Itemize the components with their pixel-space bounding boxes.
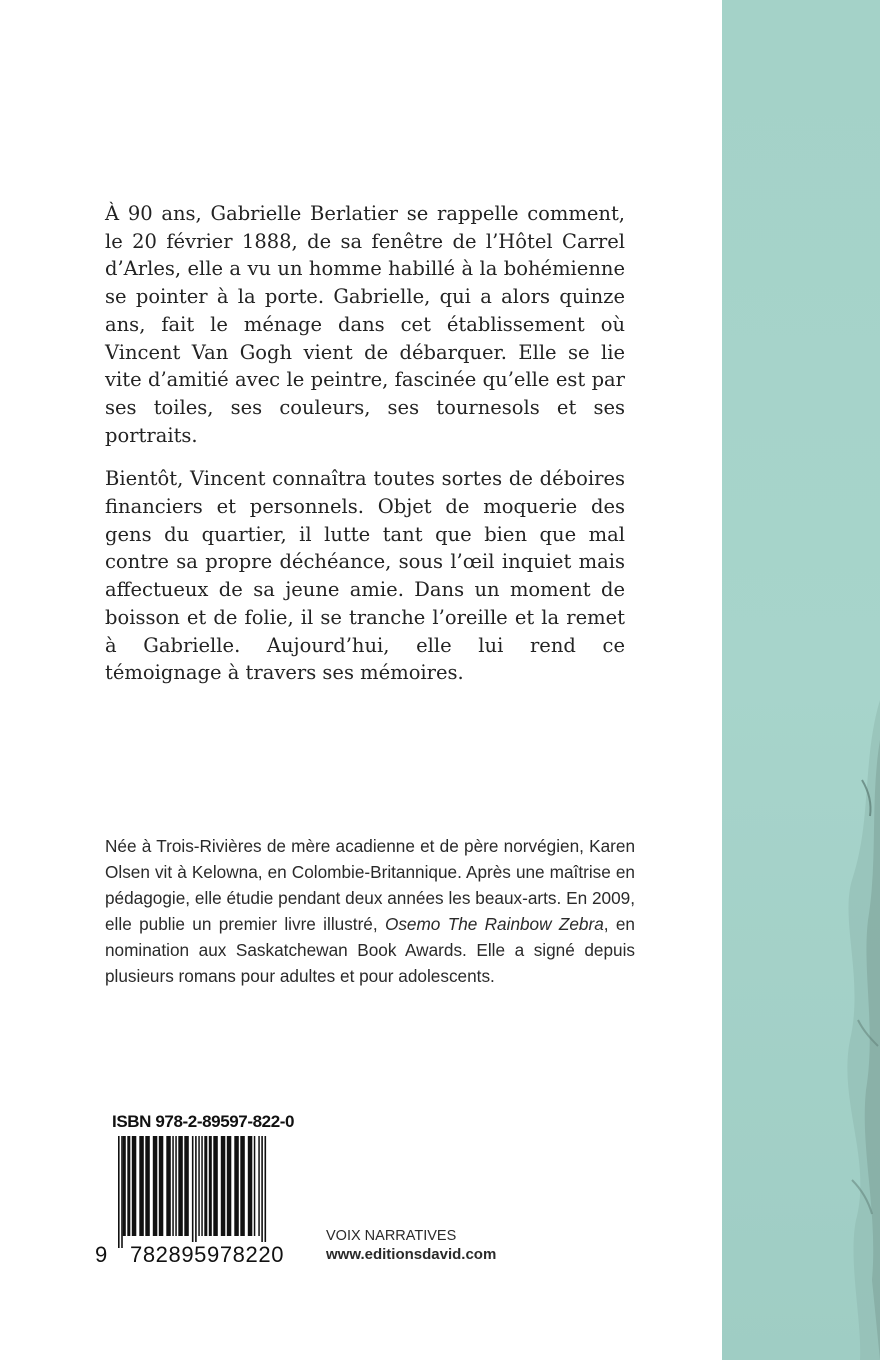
barcode-bar xyxy=(234,1136,239,1236)
barcode-bar xyxy=(175,1136,177,1236)
painting-detail-illustration xyxy=(722,0,880,1360)
barcode-bar xyxy=(178,1136,183,1236)
barcode-bar xyxy=(127,1136,130,1236)
barcode-bar xyxy=(123,1136,126,1236)
barcode-guard-bar xyxy=(265,1136,267,1248)
cover-spine-art xyxy=(722,0,880,1360)
barcode-guard-bar xyxy=(192,1136,194,1248)
barcode-digits: 782895978220 xyxy=(130,1242,285,1267)
barcode-bar xyxy=(248,1136,253,1236)
publisher-website[interactable]: www.editionsdavid.com xyxy=(326,1246,497,1263)
barcode-bar xyxy=(145,1136,150,1236)
barcode-guard-bar xyxy=(261,1136,263,1248)
barcode-bar xyxy=(198,1136,200,1236)
barcode-bar xyxy=(159,1136,164,1236)
author-bio xyxy=(105,833,635,989)
synopsis-paragraph-2: Bientôt, Vincent connaîtra toutes sortes de déboires financiers et personnels. Objet de moquerie des gens du quartier, il lutte tant que bien que mal contre sa propre déchéance, sous l’œil inquiet mais affectueux de sa jeune amie. Dans un moment de boisson et de folie, il se tranche l’oreille et la remet à Gabrielle. Aujourd’hui, elle lui rend ce témoignage à travers ses mémoires. xyxy=(105,467,625,685)
synopsis xyxy=(105,200,625,703)
barcode-bar xyxy=(240,1136,245,1236)
barcode-bar xyxy=(204,1136,207,1236)
isbn-label: ISBN 978-2-89597-822-0 xyxy=(112,1112,295,1131)
barcode-bar xyxy=(184,1136,189,1236)
barcode-bar xyxy=(132,1136,137,1236)
author-bio-text-start: Née à Trois-Rivières de mère acadienne et de père norvégien, Karen Olsen vit à Kelowna, en Colombie-Britannique. Après une maîtrise en pédagogie, elle étudie pendant deux années les beaux-arts. En 2009, elle publie un premier livre illustré, xyxy=(105,836,635,934)
barcode-bar xyxy=(153,1136,158,1236)
author-bio-text-end: , en nomination aux Saskatchewan Book Awards. Elle a signé depuis plusieurs romans pour adultes et pour adolescents. xyxy=(105,914,635,986)
barcode-bar xyxy=(139,1136,144,1236)
author-bio-book-title: Osemo The Rainbow Zebra xyxy=(384,914,604,934)
synopsis-paragraph-1: À 90 ans, Gabrielle Berlatier se rappelle comment, le 20 février 1888, de sa fenêtre de l’Hôtel Carrel d’Arles, elle a vu un homme habillé à la bohémienne se pointer à la porte. Gabrielle, qui a alors quinze ans, fait le ménage dans cet établissement où Vincent Van Gogh vient de débarquer. Elle se lie vite d’amitié avec le peintre, fascinée qu’elle est par ses toiles, ses couleurs, ses tournesols et ses portraits. xyxy=(105,202,625,447)
barcode-bar xyxy=(201,1136,203,1236)
barcode-bar xyxy=(254,1136,256,1236)
barcode-lead-digit: 9 xyxy=(95,1242,108,1267)
barcode-bar xyxy=(166,1136,171,1236)
barcode-bar xyxy=(227,1136,232,1236)
barcode-bar xyxy=(209,1136,212,1236)
barcode-guard-bar xyxy=(195,1136,197,1248)
barcode-guard-bar xyxy=(121,1136,123,1248)
barcode-bar xyxy=(213,1136,218,1236)
isbn-barcode xyxy=(108,1136,286,1248)
barcode-bar xyxy=(172,1136,174,1236)
barcode-guard-bar xyxy=(118,1136,120,1248)
barcode-bar xyxy=(258,1136,260,1236)
collection-name: VOIX NARRATIVES xyxy=(326,1228,457,1244)
barcode-bar xyxy=(221,1136,226,1236)
